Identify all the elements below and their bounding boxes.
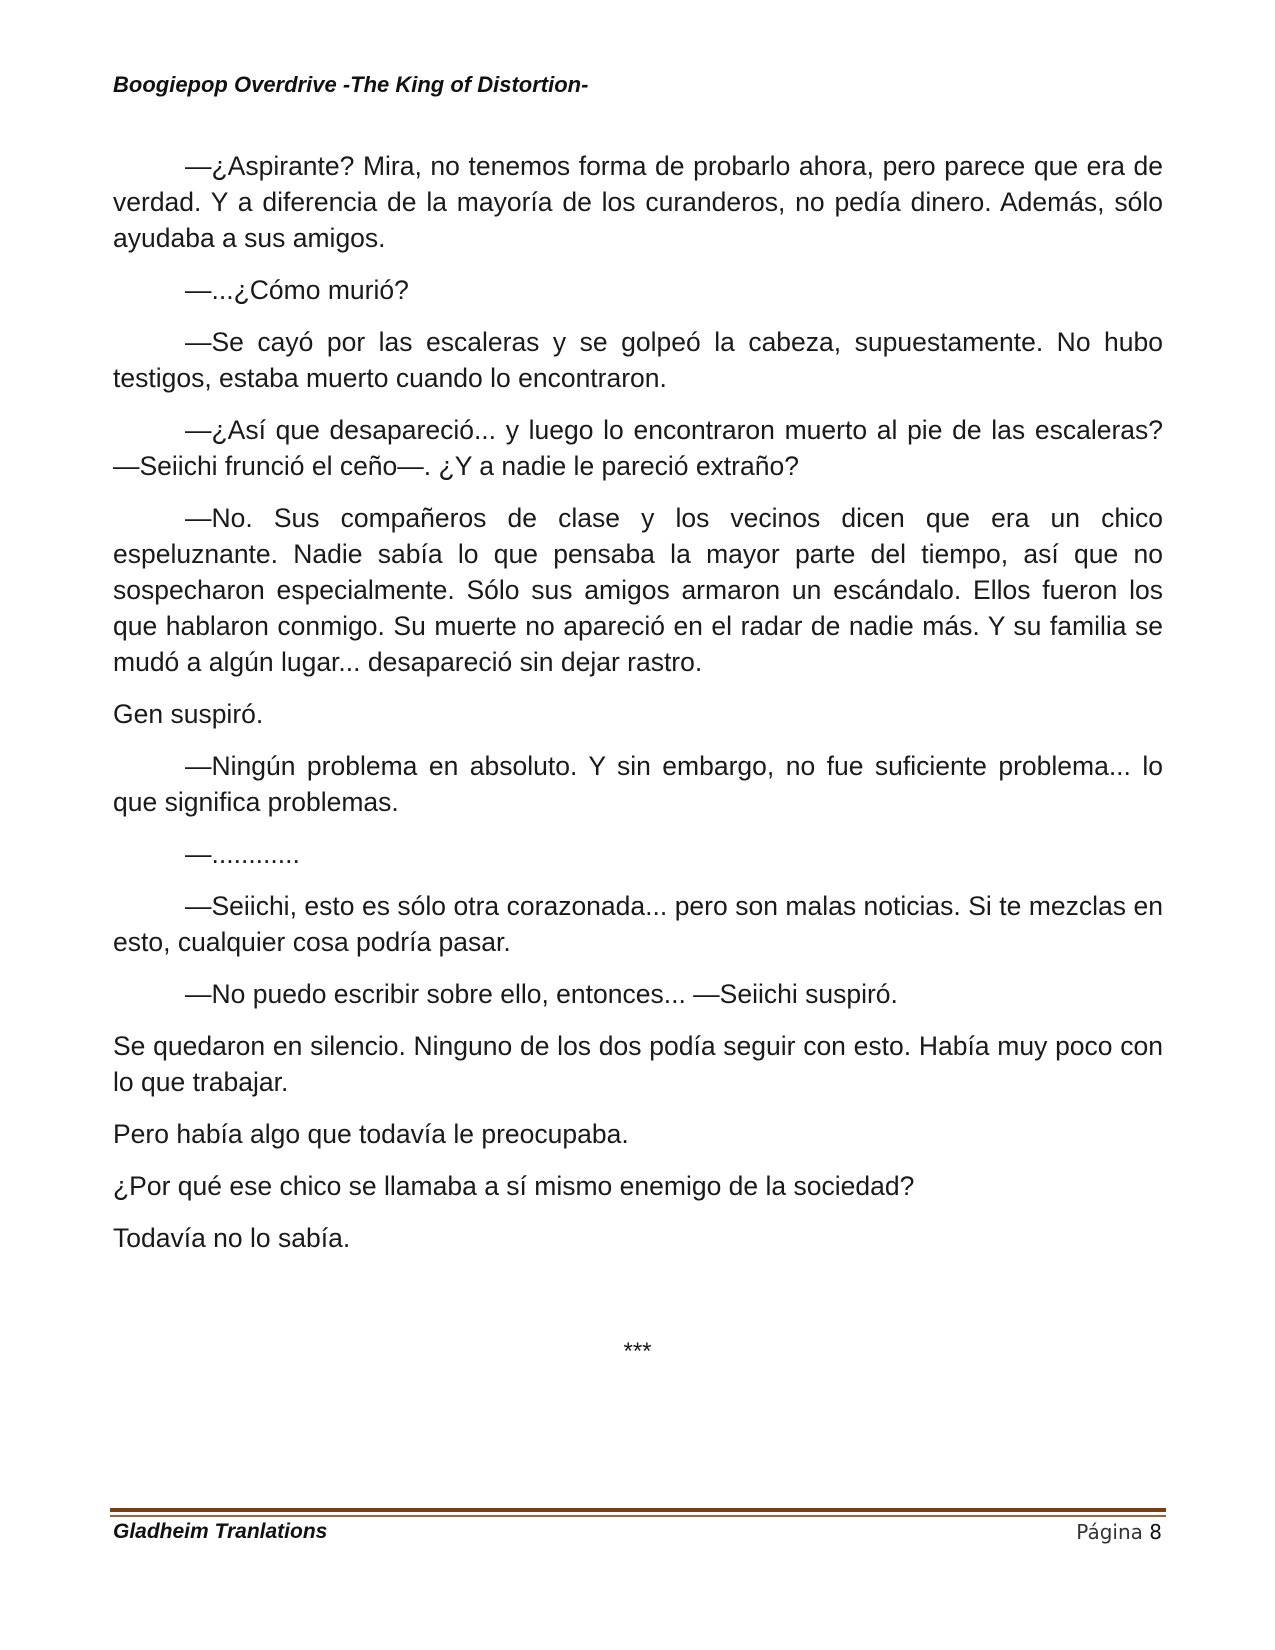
paragraph: Pero había algo que todavía le preocupaba. xyxy=(113,1119,629,1149)
footer-rule xyxy=(110,1508,1166,1512)
page-number: 8 xyxy=(1149,1520,1162,1544)
footer-rule-thin xyxy=(110,1515,1166,1517)
scene-separator: *** xyxy=(623,1338,652,1365)
paragraph: Todavía no lo sabía. xyxy=(113,1223,351,1253)
paragraph: —Se cayó por las escaleras y se golpeó la cabeza, supuestamente. No hubo testigos, estaba muerto cuando lo encontraron. xyxy=(113,327,1163,393)
paragraph: —Seiichi, esto es sólo otra corazonada... pero son malas noticias. Si te mezclas en esto, cualquier cosa podría pasar. xyxy=(113,891,1163,957)
running-header-title: Boogiepop Overdrive -The King of Distortion- xyxy=(113,72,589,97)
paragraph: —¿Así que desapareció... y luego lo encontraron muerto al pie de las escaleras? —Seiichi frunció el ceño—. ¿Y a nadie le pareció extraño? xyxy=(113,415,1163,481)
footer-translator: Gladheim Tranlations xyxy=(113,1520,328,1543)
footer-page-number xyxy=(1076,1520,1162,1544)
paragraph: —No puedo escribir sobre ello, entonces... —Seiichi suspiró. xyxy=(185,979,898,1009)
page-label: Página xyxy=(1076,1520,1143,1544)
paragraph: —¿Aspirante? Mira, no tenemos forma de probarlo ahora, pero parece que era de verdad. Y a diferencia de la mayoría de los curanderos, no pedía dinero. Además, sólo ayudaba a sus amigos. xyxy=(113,151,1163,253)
paragraph: —Ningún problema en absoluto. Y sin embargo, no fue suficiente problema... lo que significa problemas. xyxy=(113,751,1163,817)
paragraph: Gen suspiró. xyxy=(113,699,264,729)
paragraph: —............ xyxy=(185,839,300,869)
paragraph: —No. Sus compañeros de clase y los vecinos dicen que era un chico espeluznante. Nadie sabía lo que pensaba la mayor parte del tiempo, así que no sospecharon especialmente. Sólo sus amigos armaron un escándalo. Ellos fueron los que hablaron conmigo. Su muerte no apareció en el radar de nadie más. Y su familia se mudó a algún lugar... desapareció sin dejar rastro. xyxy=(113,503,1163,677)
paragraph: Se quedaron en silencio. Ninguno de los dos podía seguir con esto. Había muy poco con lo que trabajar. xyxy=(113,1031,1163,1097)
body-text xyxy=(113,148,1163,1272)
paragraph: ¿Por qué ese chico se llamaba a sí mismo enemigo de la sociedad? xyxy=(113,1171,915,1201)
paragraph: —...¿Cómo murió? xyxy=(185,275,409,305)
